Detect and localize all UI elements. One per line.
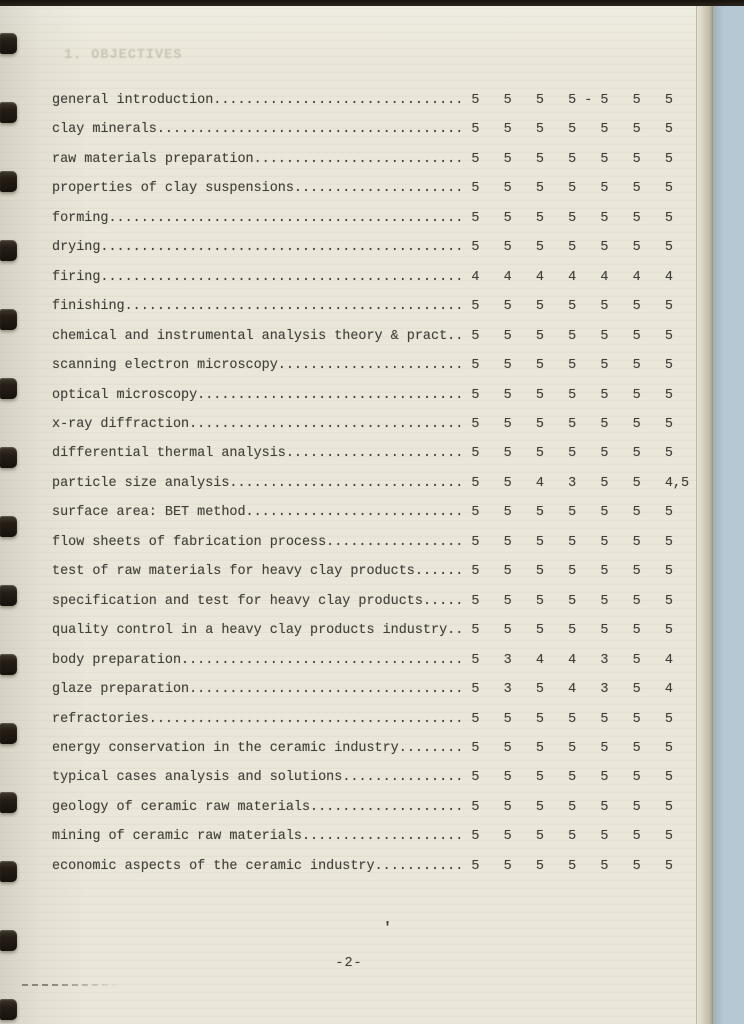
topic-label: chemical and instrumental analysis theory & pract [52,328,448,344]
binding-tooth [0,240,17,261]
table-row [52,587,689,616]
binding-tooth [0,516,17,537]
table-row [52,381,689,410]
stray-apostrophe-mark: ' [383,920,393,937]
binding-tooth [0,585,17,606]
dot-leader: .......................................... [124,299,464,315]
rating-values: 5 5 5 5 5 5 5 [463,829,673,845]
rating-values: 5 5 5 5 5 5 5 [463,593,673,609]
rating-values: 5 5 5 5 5 5 5 [463,151,673,167]
rating-values: 5 5 5 5 5 5 5 [463,740,673,756]
rating-values: 5 5 5 5 5 5 5 [463,711,673,727]
dot-leader: ...................... [285,446,464,462]
topic-label: optical microscopy [52,387,198,403]
topic-label: finishing [52,299,125,315]
table-row [52,174,689,203]
dot-leader: ............................................. [100,269,464,285]
dot-leader: ............... [342,770,464,786]
desk-background [713,2,744,1024]
rating-values: 5 5 5 5 5 5 5 [463,122,673,138]
rating-values: 5 5 5 5 5 5 5 [463,299,673,315]
rating-values: 5 5 5 5 5 5 5 [463,534,673,550]
spiral-binding [0,0,24,1024]
rating-values: 5 5 5 5 5 5 5 [463,240,673,256]
topic-label: firing [52,269,101,285]
dot-leader: .......................... [253,151,464,167]
topic-label: specification and test for heavy clay products [52,593,423,609]
topic-label: glaze preparation [52,682,190,698]
binding-tooth [0,999,17,1020]
rating-values: 5 5 5 5 5 5 5 [463,623,673,639]
dot-leader: ..................... [293,181,464,197]
topic-label: general introduction [52,93,214,108]
page-number: -2- [335,956,363,971]
topic-label: particle size analysis [52,475,230,491]
dot-leader: ............................................ [108,210,464,226]
table-row [52,86,689,115]
table-row [52,734,689,763]
dot-leader: ........................... [245,505,464,521]
rating-values: 5 5 5 5 5 5 5 [463,505,673,521]
table-row [52,351,689,380]
table-row [52,616,689,645]
table-row [52,263,689,292]
rating-values: 5 5 5 5 5 5 5 [463,564,673,580]
table-row [52,145,689,174]
dot-leader: ....................................... [148,711,464,727]
topic-label: properties of clay suspensions [52,181,294,197]
dot-leader: ....................... [277,358,464,374]
dot-leader: .. [447,623,464,639]
rating-values: 5 3 5 4 3 5 4 [463,682,673,698]
binding-tooth [0,171,17,192]
topic-label: test of raw materials for heavy clay products [52,564,415,580]
rating-values: 5 5 5 5 5 5 5 [463,387,673,403]
binding-tooth [0,792,17,813]
topic-label: mining of ceramic raw materials [52,829,302,845]
table-row [52,646,689,675]
table-row [52,557,689,586]
topic-label: differential thermal analysis [52,446,286,462]
binding-tooth [0,930,17,951]
topic-label: forming [52,210,109,226]
topic-label: clay minerals [52,122,157,138]
table-row [52,292,689,321]
dot-leader: ............................... [213,93,464,108]
binding-tooth [0,102,17,123]
rating-values: 5 3 4 4 3 5 4 [463,652,673,668]
topic-label: refractories [52,711,149,727]
table-row [52,528,689,557]
dot-leader: ............................................. [100,240,464,256]
binding-tooth [0,654,17,675]
rating-values: 5 5 4 3 5 5 4,5 [463,475,690,491]
page-edge-strip [696,3,713,1024]
dot-leader: ............................. [229,475,464,491]
binding-tooth [0,33,17,54]
dot-leader: ...... [414,564,464,580]
dot-leader: ..... [422,593,464,609]
topic-label: drying [52,240,101,256]
dot-leader: ........... [374,858,464,874]
bleedthrough-heading: 1. OBJECTIVES [64,48,183,63]
table-row [52,498,689,527]
table-row [52,410,689,439]
rating-values: 5 5 5 5 5 5 5 [463,181,673,197]
rating-values: 5 5 5 5 5 5 5 [463,446,673,462]
table-row [52,793,689,822]
dot-leader: .................................. [189,682,464,698]
dot-leader: ...................................... [156,122,464,138]
dot-leader: ................................. [197,387,464,403]
rating-values: 5 5 5 5 5 5 5 [463,358,673,374]
table-row [52,705,689,734]
table-row [52,322,689,351]
scan-top-edge [0,0,744,6]
topic-label: x-ray diffraction [52,416,190,432]
topic-label: body preparation [52,652,182,668]
dot-leader: ........ [398,740,464,756]
binding-tooth [0,861,17,882]
dot-leader: .. [447,328,464,344]
topic-label: energy conservation in the ceramic industry [52,740,399,756]
dot-leader: ................................... [181,652,464,668]
table-row [52,233,689,262]
table-row [52,822,689,851]
table-row [52,115,689,144]
topic-label: flow sheets of fabrication process [52,534,327,550]
rating-values: 5 5 5 5 5 5 5 [463,210,673,226]
topic-label: raw materials preparation [52,151,254,167]
topic-label: scanning electron microscopy [52,358,278,374]
dot-leader: ................. [326,534,464,550]
dot-leader: .................... [301,829,464,845]
table-row [52,439,689,468]
topic-label: economic aspects of the ceramic industry [52,858,375,874]
dot-leader: .................................. [189,416,464,432]
rating-values: 5 5 5 5 5 5 5 [463,328,673,344]
topic-label: typical cases analysis and solutions [52,770,343,786]
rating-values: 5 5 5 5 5 5 5 [463,858,673,874]
rating-values: 5 5 5 5 - 5 5 5 [463,93,673,108]
topic-label: surface area: BET method [52,505,246,521]
binding-tooth [0,723,17,744]
table-row [52,204,689,233]
binding-tooth [0,378,17,399]
table-row [52,763,689,792]
table-row [52,852,689,881]
topic-label: quality control in a heavy clay products industry [52,623,448,639]
table-row [52,469,689,498]
topic-label: geology of ceramic raw materials [52,799,311,815]
rating-values: 5 5 5 5 5 5 5 [463,799,673,815]
rating-values: 5 5 5 5 5 5 5 [463,770,673,786]
rating-values: 5 5 5 5 5 5 5 [463,416,673,432]
dot-leader: ................... [310,799,464,815]
bottom-dashed-line [22,984,118,986]
rating-values: 4 4 4 4 4 4 4 [463,269,673,285]
binding-tooth [0,309,17,330]
binding-tooth [0,447,17,468]
table-row [52,675,689,704]
ratings-table [52,86,689,881]
